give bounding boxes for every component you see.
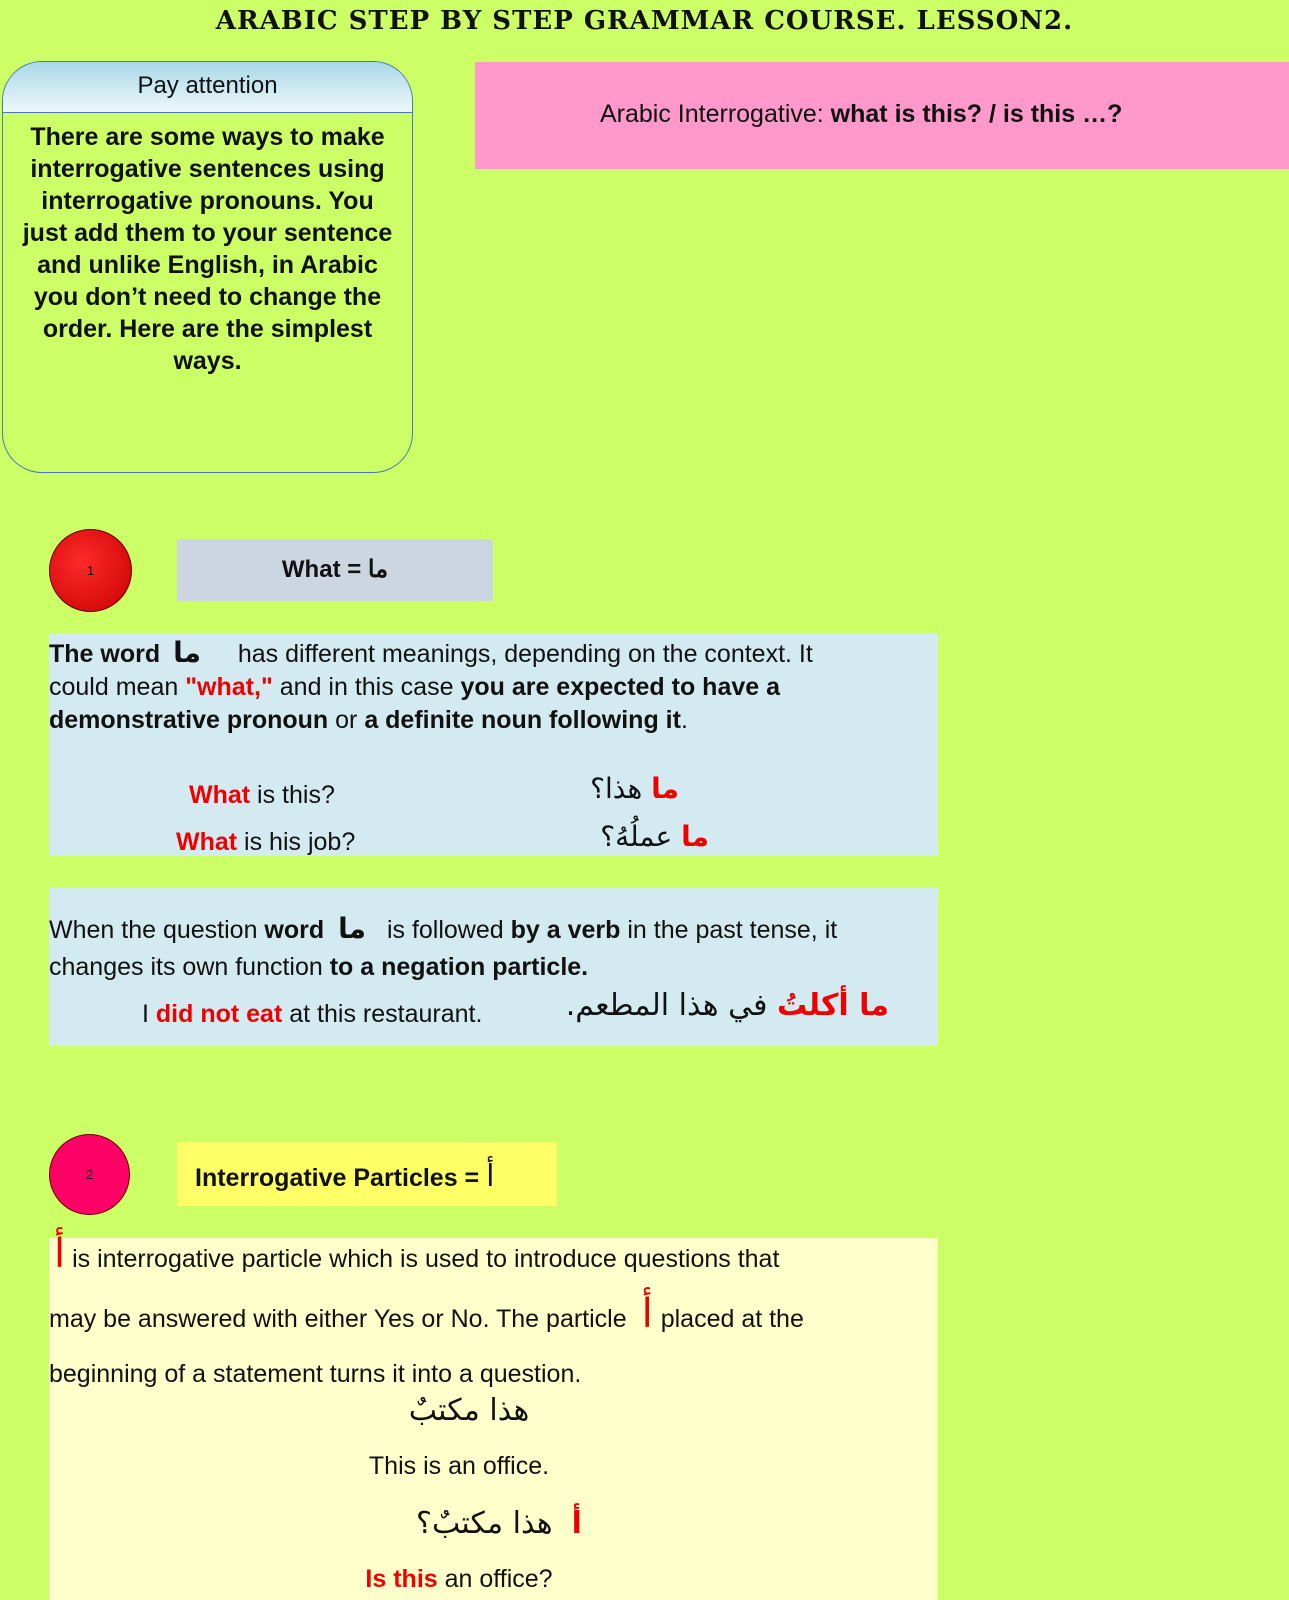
- t: هذا مكتبٌ؟: [416, 1506, 553, 1541]
- t: is his job?: [237, 828, 356, 856]
- example-ar-2: [349, 1506, 649, 1541]
- t: ما: [651, 772, 679, 805]
- t: ما: [681, 820, 709, 853]
- t: an office?: [437, 1565, 553, 1593]
- example-1-ar: [529, 772, 679, 805]
- what-explanation-box: [49, 634, 938, 856]
- particle-line-1: [54, 1231, 780, 1277]
- t: you are expected to have a demonstrative pronoun: [49, 673, 781, 734]
- t: and in this case: [272, 673, 461, 701]
- what-paragraph: [49, 634, 869, 737]
- t: did not eat: [155, 1000, 283, 1028]
- example-2-ar: [529, 820, 709, 853]
- t: أ: [571, 1506, 582, 1541]
- section1-label: What = ما: [177, 539, 493, 601]
- t: is interrogative particle which is used to introduce questions that: [72, 1245, 780, 1273]
- negation-paragraph: [49, 888, 899, 986]
- t: may be answered with either Yes or No. The particle: [49, 1305, 634, 1333]
- t: word: [264, 916, 325, 944]
- particle-explanation-box: [49, 1231, 938, 1600]
- t: هذا؟: [590, 772, 652, 805]
- t: أ: [486, 1159, 495, 1194]
- ar-ma: ما: [173, 636, 201, 669]
- section-number-2: 2: [49, 1134, 130, 1215]
- t: placed at the: [660, 1305, 804, 1333]
- t: في هذا المطعم.: [565, 988, 777, 1023]
- page-title: ARABIC STEP BY STEP GRAMMAR COURSE. LESSON2.: [215, 6, 1074, 36]
- negation-box: [49, 888, 938, 1046]
- t: a definite noun following it: [364, 706, 681, 734]
- t: أ: [641, 1291, 653, 1337]
- topic-banner: [475, 62, 1289, 169]
- t: "what,": [185, 673, 273, 701]
- section-number-1: 1: [49, 529, 132, 612]
- t: ما أكلتُ: [776, 988, 889, 1023]
- ar-ma: ما: [338, 912, 366, 945]
- t: عملُهُ؟: [600, 820, 682, 853]
- banner-bold: what is this? / is this …?: [830, 100, 1123, 128]
- t: The word: [49, 640, 168, 668]
- t: is this?: [250, 781, 335, 809]
- example-ar-1: هذا مكتبٌ: [408, 1393, 530, 1428]
- t: in the past tense, it changes its own function: [49, 916, 838, 981]
- example-2: [176, 826, 355, 859]
- banner-prefix: Arabic Interrogative:: [600, 100, 831, 128]
- negation-example-ar: [529, 988, 889, 1023]
- example-en-2: [249, 1563, 669, 1596]
- t: or: [328, 706, 365, 734]
- t: Is this: [365, 1565, 438, 1593]
- t: When the question: [49, 916, 265, 944]
- t: Interrogative Particles =: [195, 1164, 487, 1192]
- example-en-1: This is an office.: [368, 1452, 550, 1480]
- example-1: [189, 779, 335, 812]
- t: at this restaurant.: [282, 1000, 483, 1028]
- t: I: [142, 1000, 156, 1028]
- t: by a verb: [510, 916, 621, 944]
- t: What: [176, 828, 238, 856]
- t: is followed: [380, 916, 511, 944]
- t: has different meanings, depending on the context. It could mean: [49, 640, 813, 701]
- pay-attention-header: Pay attention: [3, 62, 412, 113]
- t: .: [680, 706, 688, 734]
- pay-attention-body: There are some ways to make interrogative sentences using interrogative pronouns. You just add them to your sentence and unlike English, in Arabic you don’t need to change the order. Here are the simplest ways.: [22, 123, 393, 375]
- t: أ: [54, 1231, 66, 1277]
- t: to a negation particle.: [329, 953, 589, 981]
- particle-line-2: [49, 1291, 804, 1337]
- section2-label: [177, 1142, 557, 1206]
- pay-attention-box: [2, 61, 413, 473]
- negation-example: [142, 998, 482, 1031]
- t: What: [189, 781, 251, 809]
- particle-line-3: beginning of a statement turns it into a question.: [49, 1360, 582, 1388]
